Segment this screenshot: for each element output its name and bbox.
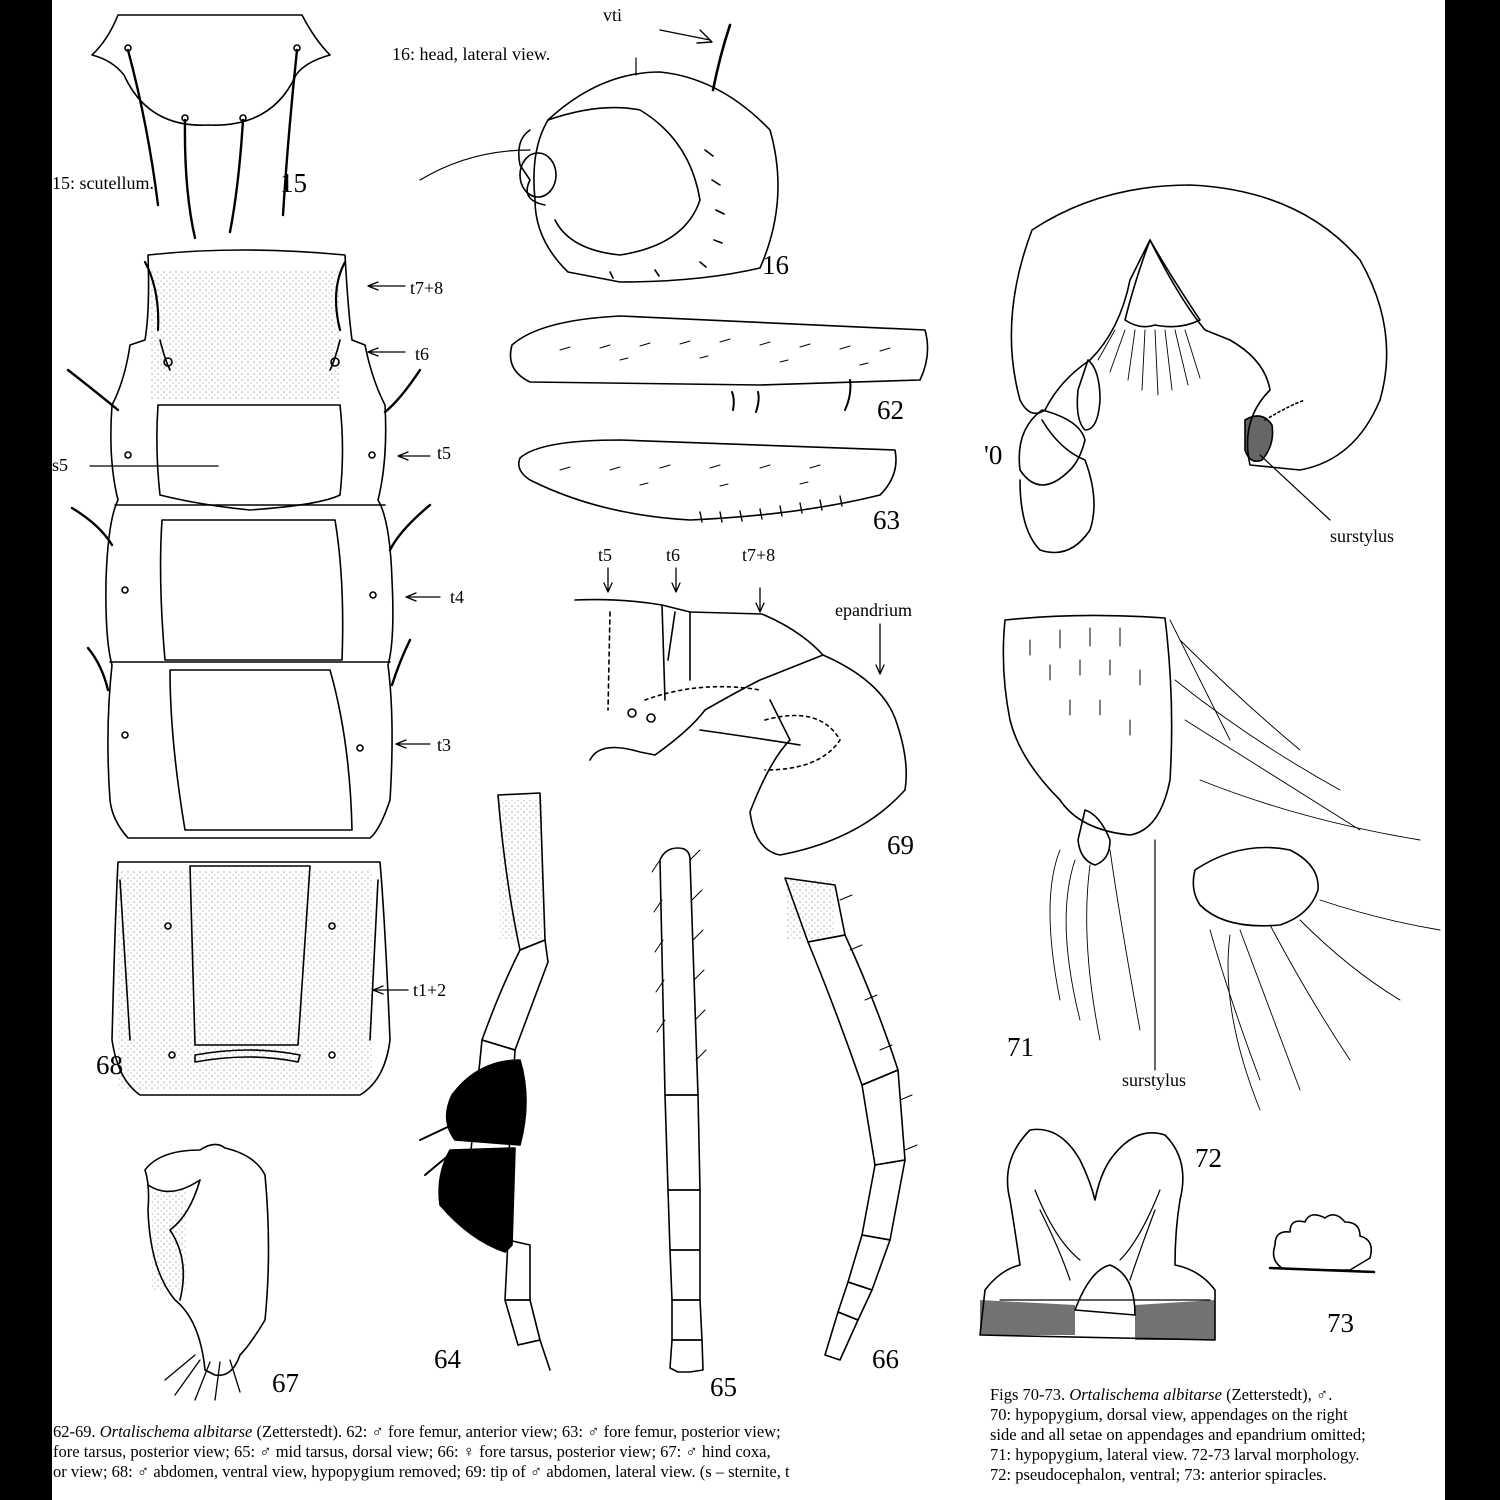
t1-2-label: t1+2 [413, 980, 447, 1000]
fig-number-69: 69 [887, 830, 914, 860]
caption-right-line-4: 71: hypopygium, lateral view. 72-73 larval morphology. [990, 1445, 1360, 1464]
fig69-t6-label: t6 [666, 545, 681, 565]
fig-number-72: 72 [1195, 1143, 1222, 1173]
caption-left-prefix: 62-69. [53, 1422, 100, 1441]
caption-left-species: Ortalischema albitarse [99, 1422, 253, 1441]
fig16-caption: 16: head, lateral view. [392, 44, 551, 64]
caption-left-line-1-rest: (Zetterstedt). 62: ♂ fore femur, anterior view; 63: ♂ fore femur, posterior view; [252, 1422, 781, 1441]
t6-label: t6 [415, 344, 430, 364]
caption-right-line-1 [990, 1385, 1445, 1405]
t7-8-label: t7+8 [410, 278, 444, 298]
fig-number-71: 71 [1007, 1032, 1034, 1062]
surstylus-70-label: surstylus [1330, 526, 1395, 546]
caption-figs-70-73 [990, 1385, 1445, 1485]
fig15-caption: 15: scutellum. [52, 173, 154, 193]
fig-number-64: 64 [434, 1344, 461, 1374]
fig-number-68: 68 [96, 1050, 123, 1080]
epandrium-label: epandrium [835, 600, 912, 620]
fig-number-15: 15 [280, 168, 307, 198]
caption-right-line-3: side and all setae on appendages and epandrium omitted; [990, 1425, 1366, 1444]
fig-number-66: 66 [872, 1344, 899, 1374]
fig-number-65: 65 [710, 1372, 737, 1402]
t5-label: t5 [437, 443, 452, 463]
caption-right-species: Ortalischema albitarse [1069, 1385, 1222, 1404]
caption-right-line-2: 70: hypopygium, dorsal view, appendages on the right [990, 1405, 1348, 1424]
fig69-t7-8-label: t7+8 [742, 545, 776, 565]
page-background [52, 0, 1445, 1500]
caption-right-line-1-rest: (Zetterstedt), ♂. [1221, 1385, 1333, 1404]
surstylus-71-label: surstylus [1122, 1070, 1187, 1090]
caption-right-prefix: Figs 70-73. [990, 1385, 1070, 1404]
fig-number-67: 67 [272, 1368, 299, 1398]
t4-label: t4 [450, 587, 465, 607]
fig-number-62: 62 [877, 395, 904, 425]
t3-label: t3 [437, 735, 452, 755]
caption-figs-62-69 [53, 1422, 978, 1482]
fig-number-73: 73 [1327, 1308, 1354, 1338]
fig-number-16: 16 [762, 250, 789, 280]
fig-number-63: 63 [873, 505, 900, 535]
caption-left-line-2: fore tarsus, posterior view; 65: ♂ mid tarsus, dorsal view; 66: ♀ fore tarsus, posterior view; 67: ♂ hind coxa, [53, 1442, 771, 1461]
vti-label: vti [603, 5, 623, 25]
caption-left-line-1 [53, 1422, 978, 1442]
caption-left-line-3: or view; 68: ♂ abdomen, ventral view, hypopygium removed; 69: tip of ♂ abdomen, lateral view. (s – sternite, t [53, 1462, 790, 1481]
s5-label: s5 [52, 455, 69, 475]
fig-number-70-partial: '0 [984, 440, 1003, 470]
caption-right-line-5: 72: pseudocephalon, ventral; 73: anterior spiracles. [990, 1465, 1327, 1484]
fig69-t5-label: t5 [598, 545, 613, 565]
